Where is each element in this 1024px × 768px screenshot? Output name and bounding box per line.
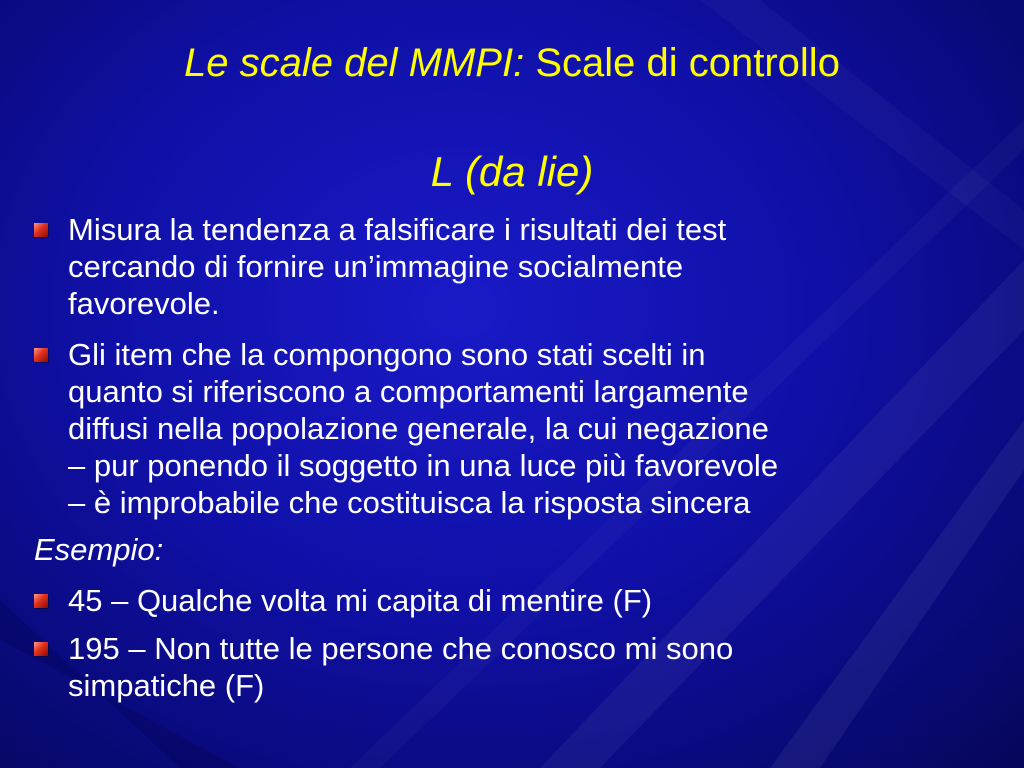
bullet-line: – pur ponendo il soggetto in una luce più favorevole bbox=[68, 448, 779, 483]
square-bullet-icon bbox=[34, 594, 48, 608]
bullet-line: – è improbabile che costituisca la risposta sincera bbox=[68, 485, 751, 520]
bullet-line: Misura la tendenza a falsificare i risultati dei test bbox=[68, 212, 727, 247]
example-line: simpatiche (F) bbox=[68, 668, 265, 703]
bullet-line: Gli item che la compongono sono stati scelti in bbox=[68, 337, 706, 372]
bullet-line: quanto si riferiscono a comportamenti largamente bbox=[68, 374, 749, 409]
slide-subtitle: L (da lie) bbox=[430, 148, 594, 195]
title-regular-part: Scale di controllo bbox=[535, 41, 840, 85]
bullet-line: favorevole. bbox=[68, 286, 220, 321]
title-italic-part: Le scale del MMPI: bbox=[184, 41, 525, 85]
bullet-line: cercando di fornire un’immagine socialmente bbox=[68, 249, 684, 284]
example-line: 45 – Qualche volta mi capita di mentire (F) bbox=[68, 583, 653, 618]
bullet-line: diffusi nella popolazione generale, la cui negazione bbox=[68, 411, 769, 446]
square-bullet-icon bbox=[34, 642, 48, 656]
square-bullet-icon bbox=[34, 348, 48, 362]
square-bullet-icon bbox=[34, 223, 48, 237]
example-line: 195 – Non tutte le persone che conosco mi sono bbox=[68, 631, 734, 666]
example-label: Esempio: bbox=[34, 532, 164, 567]
slide-title bbox=[0, 40, 1024, 86]
